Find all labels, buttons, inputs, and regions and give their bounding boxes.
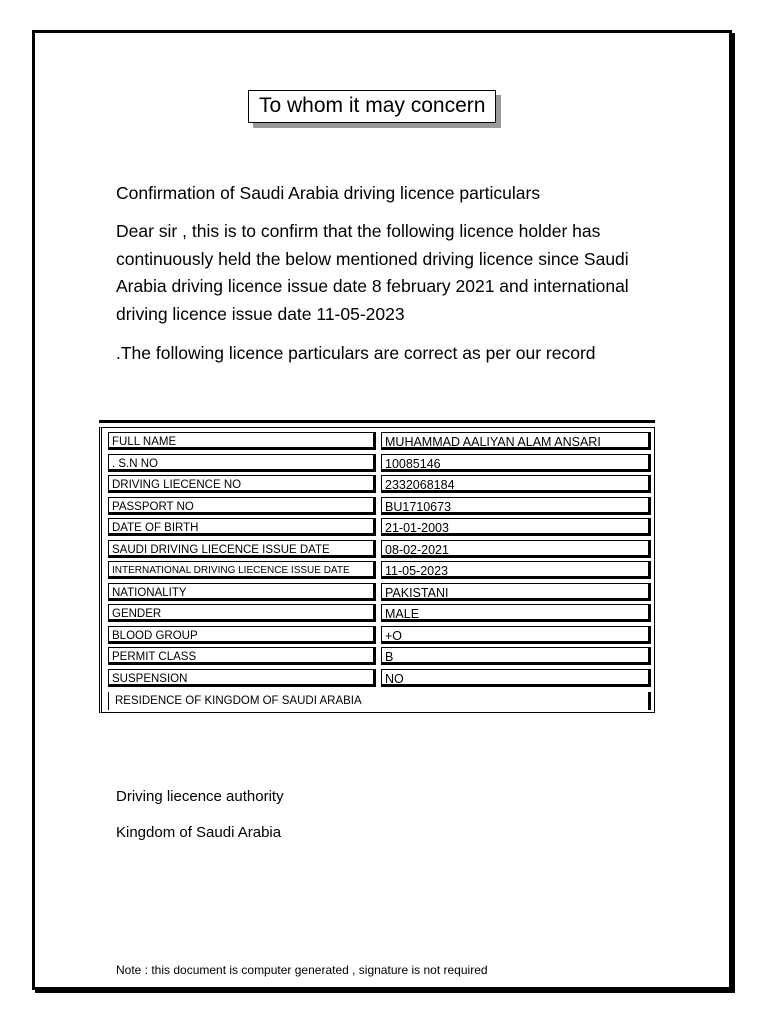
row-label: SUSPENSION — [108, 669, 376, 687]
row-value: MALE — [381, 604, 651, 622]
row-value: MUHAMMAD AALIYAN ALAM ANSARI — [381, 432, 651, 450]
table-row — [108, 475, 651, 495]
table-row — [108, 561, 651, 581]
row-label: PERMIT CLASS — [108, 647, 376, 665]
row-value: +O — [381, 626, 651, 644]
row-label: DRIVING LIECENCE NO — [108, 475, 376, 493]
table-row — [108, 583, 651, 603]
row-value: BU1710673 — [381, 497, 651, 515]
row-label: NATIONALITY — [108, 583, 376, 601]
table-row — [108, 604, 651, 624]
licence-particulars-table — [99, 420, 655, 710]
confirmation-heading: Confirmation of Saudi Arabia driving licence particulars — [116, 183, 541, 203]
row-value: 11-05-2023 — [381, 561, 651, 579]
row-label: SAUDI DRIVING LIECENCE ISSUE DATE — [108, 540, 376, 558]
records-statement: .The following licence particulars are correct as per our record — [116, 343, 596, 363]
table-row — [108, 669, 651, 689]
table-row — [108, 518, 651, 538]
residence-row: RESIDENCE OF KINGDOM OF SAUDI ARABIA — [108, 692, 651, 710]
title-container — [248, 90, 496, 123]
row-label: INTERNATIONAL DRIVING LIECENCE ISSUE DATE — [108, 561, 376, 579]
footer-note: Note : this document is computer generated , signature is not required — [116, 963, 488, 977]
row-value: 10085146 — [381, 454, 651, 472]
intro-paragraph: Dear sir , this is to confirm that the following licence holder has continuously held the below mentioned driving licence since Saudi Arabia driving licence issue date 8 february 2021 and international driving licence issue date 11-05-2023 — [116, 221, 629, 324]
row-label: BLOOD GROUP — [108, 626, 376, 644]
document-title: To whom it may concern — [248, 90, 496, 123]
row-value: PAKISTANI — [381, 583, 651, 601]
row-value: 2332068184 — [381, 475, 651, 493]
table-row — [108, 454, 651, 474]
table-row — [108, 647, 651, 667]
row-value: NO — [381, 669, 651, 687]
row-label: FULL NAME — [108, 432, 376, 450]
table-row — [108, 432, 651, 452]
table-body — [99, 427, 655, 713]
row-value: 08-02-2021 — [381, 540, 651, 558]
row-label: GENDER — [108, 604, 376, 622]
row-label: DATE OF BIRTH — [108, 518, 376, 536]
row-label: PASSPORT NO — [108, 497, 376, 515]
row-value: B — [381, 647, 651, 665]
authority-name: Driving liecence authority — [116, 788, 284, 805]
table-row — [108, 540, 651, 560]
row-label: . S.N NO — [108, 454, 376, 472]
table-row — [108, 497, 651, 517]
authority-country: Kingdom of Saudi Arabia — [116, 824, 282, 841]
row-value: 21-01-2003 — [381, 518, 651, 536]
table-row — [108, 626, 651, 646]
